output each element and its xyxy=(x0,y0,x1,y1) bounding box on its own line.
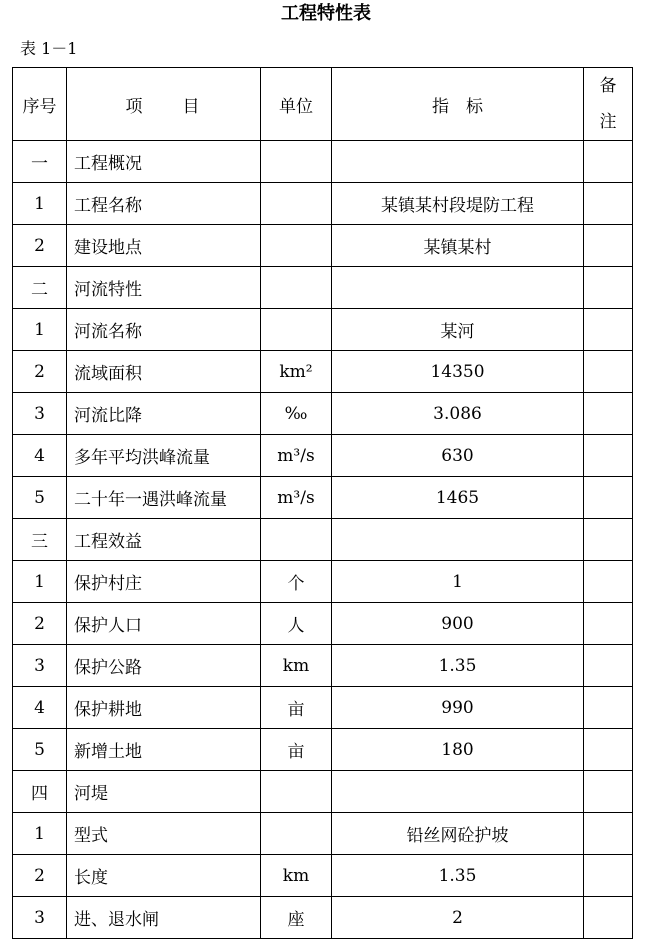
row-value: 1 xyxy=(332,561,584,603)
row-item: 河流名称 xyxy=(67,309,261,351)
row-value: 900 xyxy=(332,603,584,645)
table-row xyxy=(13,477,633,519)
table-row xyxy=(13,561,633,603)
row-item: 河堤 xyxy=(67,771,261,813)
row-item: 保护村庄 xyxy=(67,561,261,603)
table-row xyxy=(13,897,633,939)
row-value: 某镇某村段堤防工程 xyxy=(332,183,584,225)
row-unit: km xyxy=(261,645,332,687)
row-unit: 亩 xyxy=(261,687,332,729)
header-value: 指 标 xyxy=(332,68,584,141)
row-no: 3 xyxy=(13,645,67,687)
table-row xyxy=(13,225,633,267)
table-row xyxy=(13,729,633,771)
table-row xyxy=(13,813,633,855)
row-item: 多年平均洪峰流量 xyxy=(67,435,261,477)
table-row xyxy=(13,603,633,645)
row-value: 180 xyxy=(332,729,584,771)
row-unit: km xyxy=(261,855,332,897)
row-no: 一 xyxy=(13,141,67,183)
row-unit xyxy=(261,309,332,351)
row-value: 990 xyxy=(332,687,584,729)
table-row xyxy=(13,771,633,813)
row-note xyxy=(584,855,633,897)
row-note xyxy=(584,477,633,519)
table-row xyxy=(13,183,633,225)
row-unit: m³/s xyxy=(261,435,332,477)
row-unit xyxy=(261,771,332,813)
row-item: 长度 xyxy=(67,855,261,897)
row-note xyxy=(584,351,633,393)
row-item: 保护人口 xyxy=(67,603,261,645)
row-unit: 亩 xyxy=(261,729,332,771)
row-unit: km² xyxy=(261,351,332,393)
row-no: 四 xyxy=(13,771,67,813)
row-unit xyxy=(261,183,332,225)
row-note xyxy=(584,141,633,183)
row-no: 2 xyxy=(13,855,67,897)
row-note xyxy=(584,393,633,435)
row-value: 1465 xyxy=(332,477,584,519)
row-item: 河流特性 xyxy=(67,267,261,309)
row-value: 某河 xyxy=(332,309,584,351)
row-note xyxy=(584,729,633,771)
header-note xyxy=(584,68,633,141)
row-unit: m³/s xyxy=(261,477,332,519)
row-item: 保护耕地 xyxy=(67,687,261,729)
row-note xyxy=(584,309,633,351)
row-value: 2 xyxy=(332,897,584,939)
row-value: 630 xyxy=(332,435,584,477)
row-unit xyxy=(261,813,332,855)
row-no: 3 xyxy=(13,897,67,939)
row-note xyxy=(584,771,633,813)
table-row xyxy=(13,267,633,309)
table-row xyxy=(13,309,633,351)
row-no: 1 xyxy=(13,309,67,351)
row-item: 工程概况 xyxy=(67,141,261,183)
row-value: 14350 xyxy=(332,351,584,393)
row-note xyxy=(584,687,633,729)
header-note-top: 备 xyxy=(599,76,617,96)
row-item: 工程名称 xyxy=(67,183,261,225)
row-no: 2 xyxy=(13,603,67,645)
engineering-characteristics-table xyxy=(12,67,633,939)
row-item: 河流比降 xyxy=(67,393,261,435)
row-value: 3.086 xyxy=(332,393,584,435)
row-note xyxy=(584,813,633,855)
row-note xyxy=(584,183,633,225)
row-no: 2 xyxy=(13,225,67,267)
row-note xyxy=(584,225,633,267)
row-unit: 座 xyxy=(261,897,332,939)
row-unit: 个 xyxy=(261,561,332,603)
row-note xyxy=(584,561,633,603)
row-value: 1.35 xyxy=(332,645,584,687)
table-row xyxy=(13,645,633,687)
row-item: 流域面积 xyxy=(67,351,261,393)
row-note xyxy=(584,519,633,561)
table-number: 表 1－1 xyxy=(20,39,78,58)
header-no: 序号 xyxy=(13,68,67,141)
row-unit xyxy=(261,267,332,309)
row-no: 1 xyxy=(13,183,67,225)
row-no: 1 xyxy=(13,813,67,855)
row-note xyxy=(584,603,633,645)
table-row xyxy=(13,435,633,477)
row-no: 5 xyxy=(13,477,67,519)
document-title: 工程特性表 xyxy=(281,3,371,24)
row-value: 铅丝网砼护坡 xyxy=(332,813,584,855)
row-no: 1 xyxy=(13,561,67,603)
row-note xyxy=(584,435,633,477)
table-row xyxy=(13,351,633,393)
table-body xyxy=(13,68,633,939)
row-unit xyxy=(261,519,332,561)
row-value xyxy=(332,519,584,561)
row-note xyxy=(584,645,633,687)
row-item: 工程效益 xyxy=(67,519,261,561)
row-item: 型式 xyxy=(67,813,261,855)
row-no: 4 xyxy=(13,687,67,729)
row-unit xyxy=(261,141,332,183)
table-row xyxy=(13,687,633,729)
row-no: 二 xyxy=(13,267,67,309)
header-unit: 单位 xyxy=(261,68,332,141)
row-unit: ‰ xyxy=(261,393,332,435)
row-no: 5 xyxy=(13,729,67,771)
row-unit xyxy=(261,225,332,267)
row-unit: 人 xyxy=(261,603,332,645)
row-value: 1.35 xyxy=(332,855,584,897)
row-value: 某镇某村 xyxy=(332,225,584,267)
table-row xyxy=(13,393,633,435)
table-row xyxy=(13,519,633,561)
row-no: 2 xyxy=(13,351,67,393)
row-value xyxy=(332,141,584,183)
row-item: 保护公路 xyxy=(67,645,261,687)
row-note xyxy=(584,267,633,309)
header-item: 项 目 xyxy=(67,68,261,141)
row-item: 新增土地 xyxy=(67,729,261,771)
row-no: 3 xyxy=(13,393,67,435)
header-note-bottom: 注 xyxy=(599,112,617,132)
row-item: 二十年一遇洪峰流量 xyxy=(67,477,261,519)
row-item: 建设地点 xyxy=(67,225,261,267)
row-note xyxy=(584,897,633,939)
row-no: 4 xyxy=(13,435,67,477)
table-row xyxy=(13,855,633,897)
row-value xyxy=(332,771,584,813)
table-row xyxy=(13,141,633,183)
table-header-row xyxy=(13,68,633,141)
row-no: 三 xyxy=(13,519,67,561)
row-item: 进、退水闸 xyxy=(67,897,261,939)
row-value xyxy=(332,267,584,309)
